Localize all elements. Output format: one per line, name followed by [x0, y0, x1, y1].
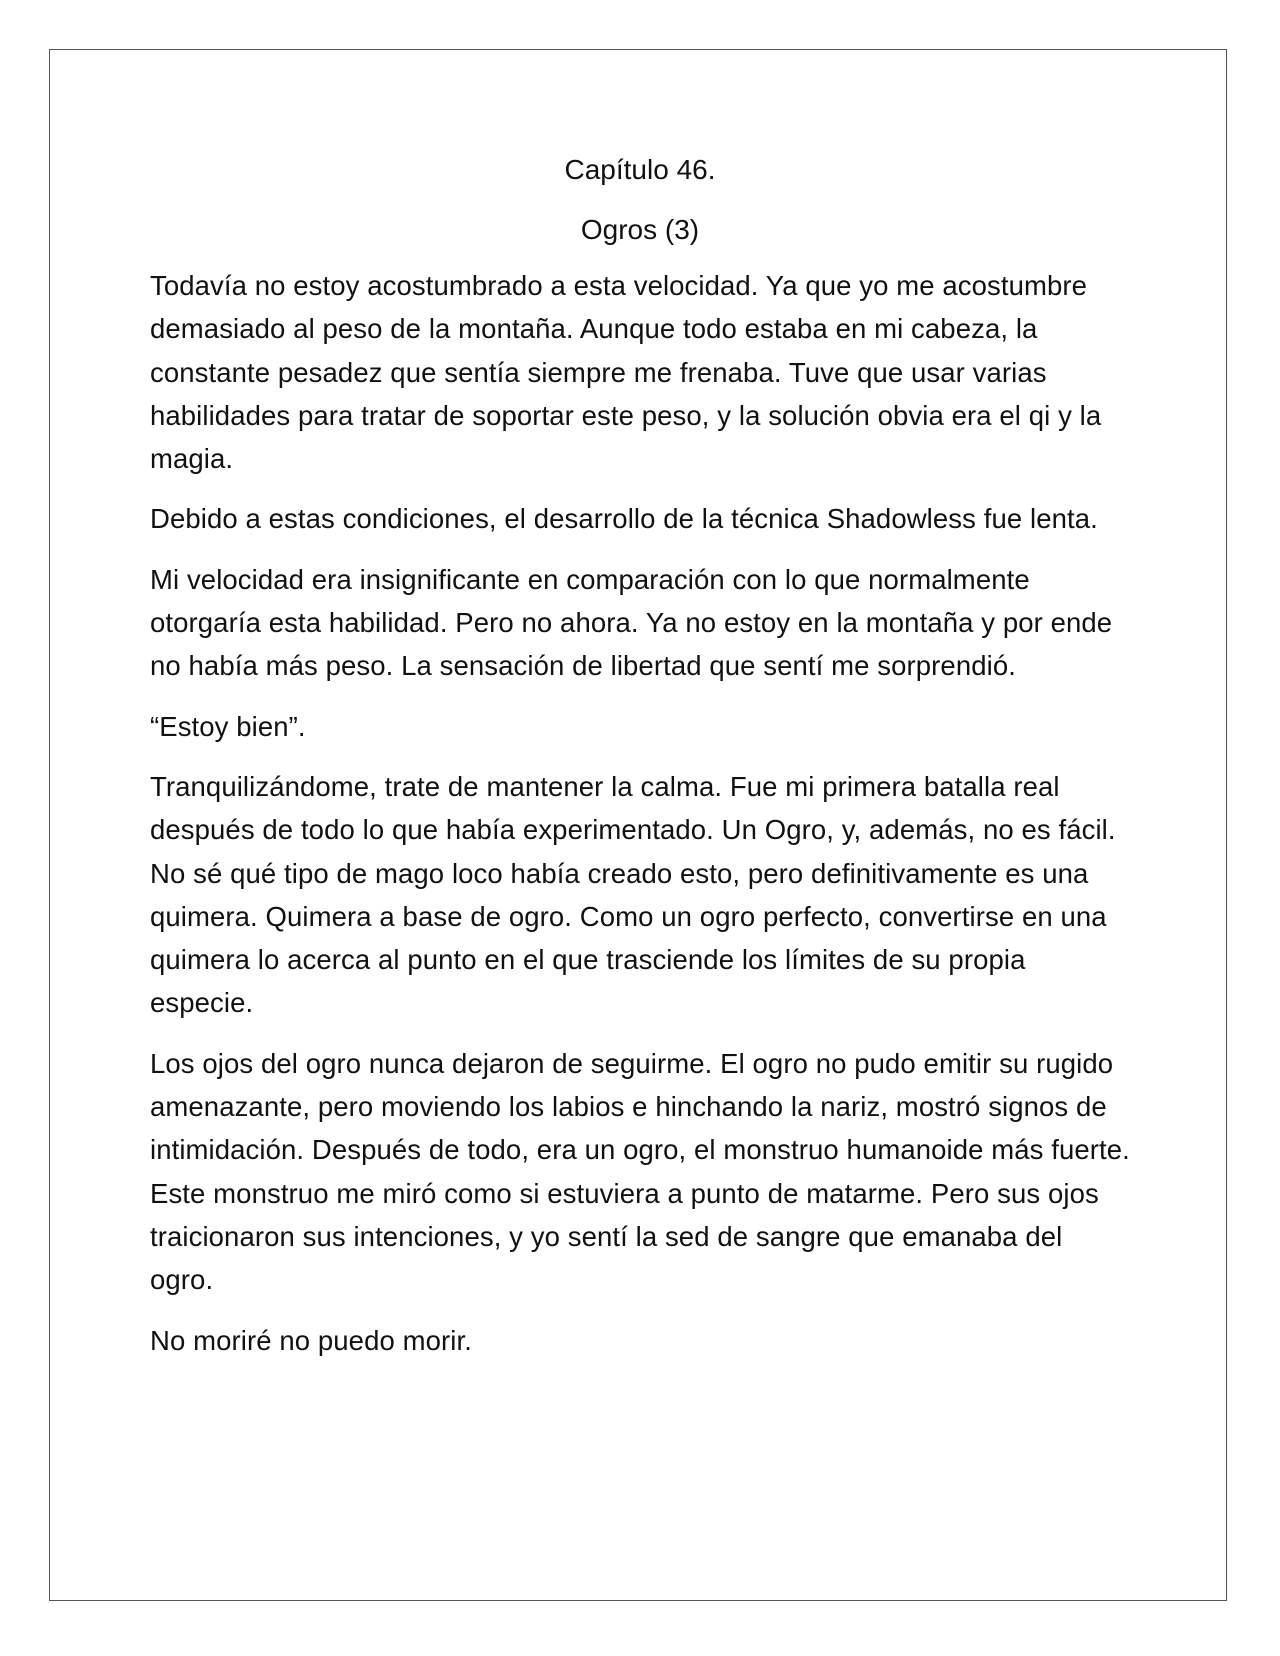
- paragraph: Los ojos del ogro nunca dejaron de seguirme. El ogro no pudo emitir su rugido amenazante, pero moviendo los labios e hinchando la nariz, mostró signos de intimidación. Después de todo, era un ogro, el monstruo humanoide más fuerte. Este monstruo me miró como si estuviera a punto de matarme. Pero sus ojos traicionaron sus intenciones, y yo sentí la sed de sangre que emanaba del ogro.: [150, 1047, 1130, 1296]
- document-body: [150, 148, 1130, 1379]
- chapter-subtitle: Ogros (3): [580, 214, 700, 245]
- paragraph: No moriré no puedo morir.: [150, 1324, 472, 1356]
- paragraph: Debido a estas condiciones, el desarrollo de la técnica Shadowless fue lenta.: [150, 503, 1098, 535]
- paragraph: Mi velocidad era insignificante en comparación con lo que normalmente otorgaría esta habilidad. Pero no ahora. Ya no estoy en la montaña y por ende no había más peso. La sensación de libertad que sentí me sorprendió.: [150, 563, 1113, 682]
- paragraph: Todavía no estoy acostumbrado a esta velocidad. Ya que yo me acostumbre demasiado al peso de la montaña. Aunque todo estaba en mi cabeza, la constante pesadez que sentía siempre me frenaba. Tuve que usar varias habilidades para tratar de soportar este peso, y la solución obvia era el qi y la magia.: [150, 270, 1102, 475]
- paragraph: “Estoy bien”.: [150, 710, 306, 742]
- chapter-title: Capítulo 46.: [564, 154, 716, 185]
- paragraph: Tranquilizándome, trate de mantener la calma. Fue mi primera batalla real después de todo lo que había experimentado. Un Ogro, y, además, no es fácil. No sé qué tipo de mago loco había creado esto, pero definitivamente es una quimera. Quimera a base de ogro. Como un ogro perfecto, convertirse en una quimera lo acerca al punto en el que trasciende los límites de su propia especie.: [150, 770, 1116, 1019]
